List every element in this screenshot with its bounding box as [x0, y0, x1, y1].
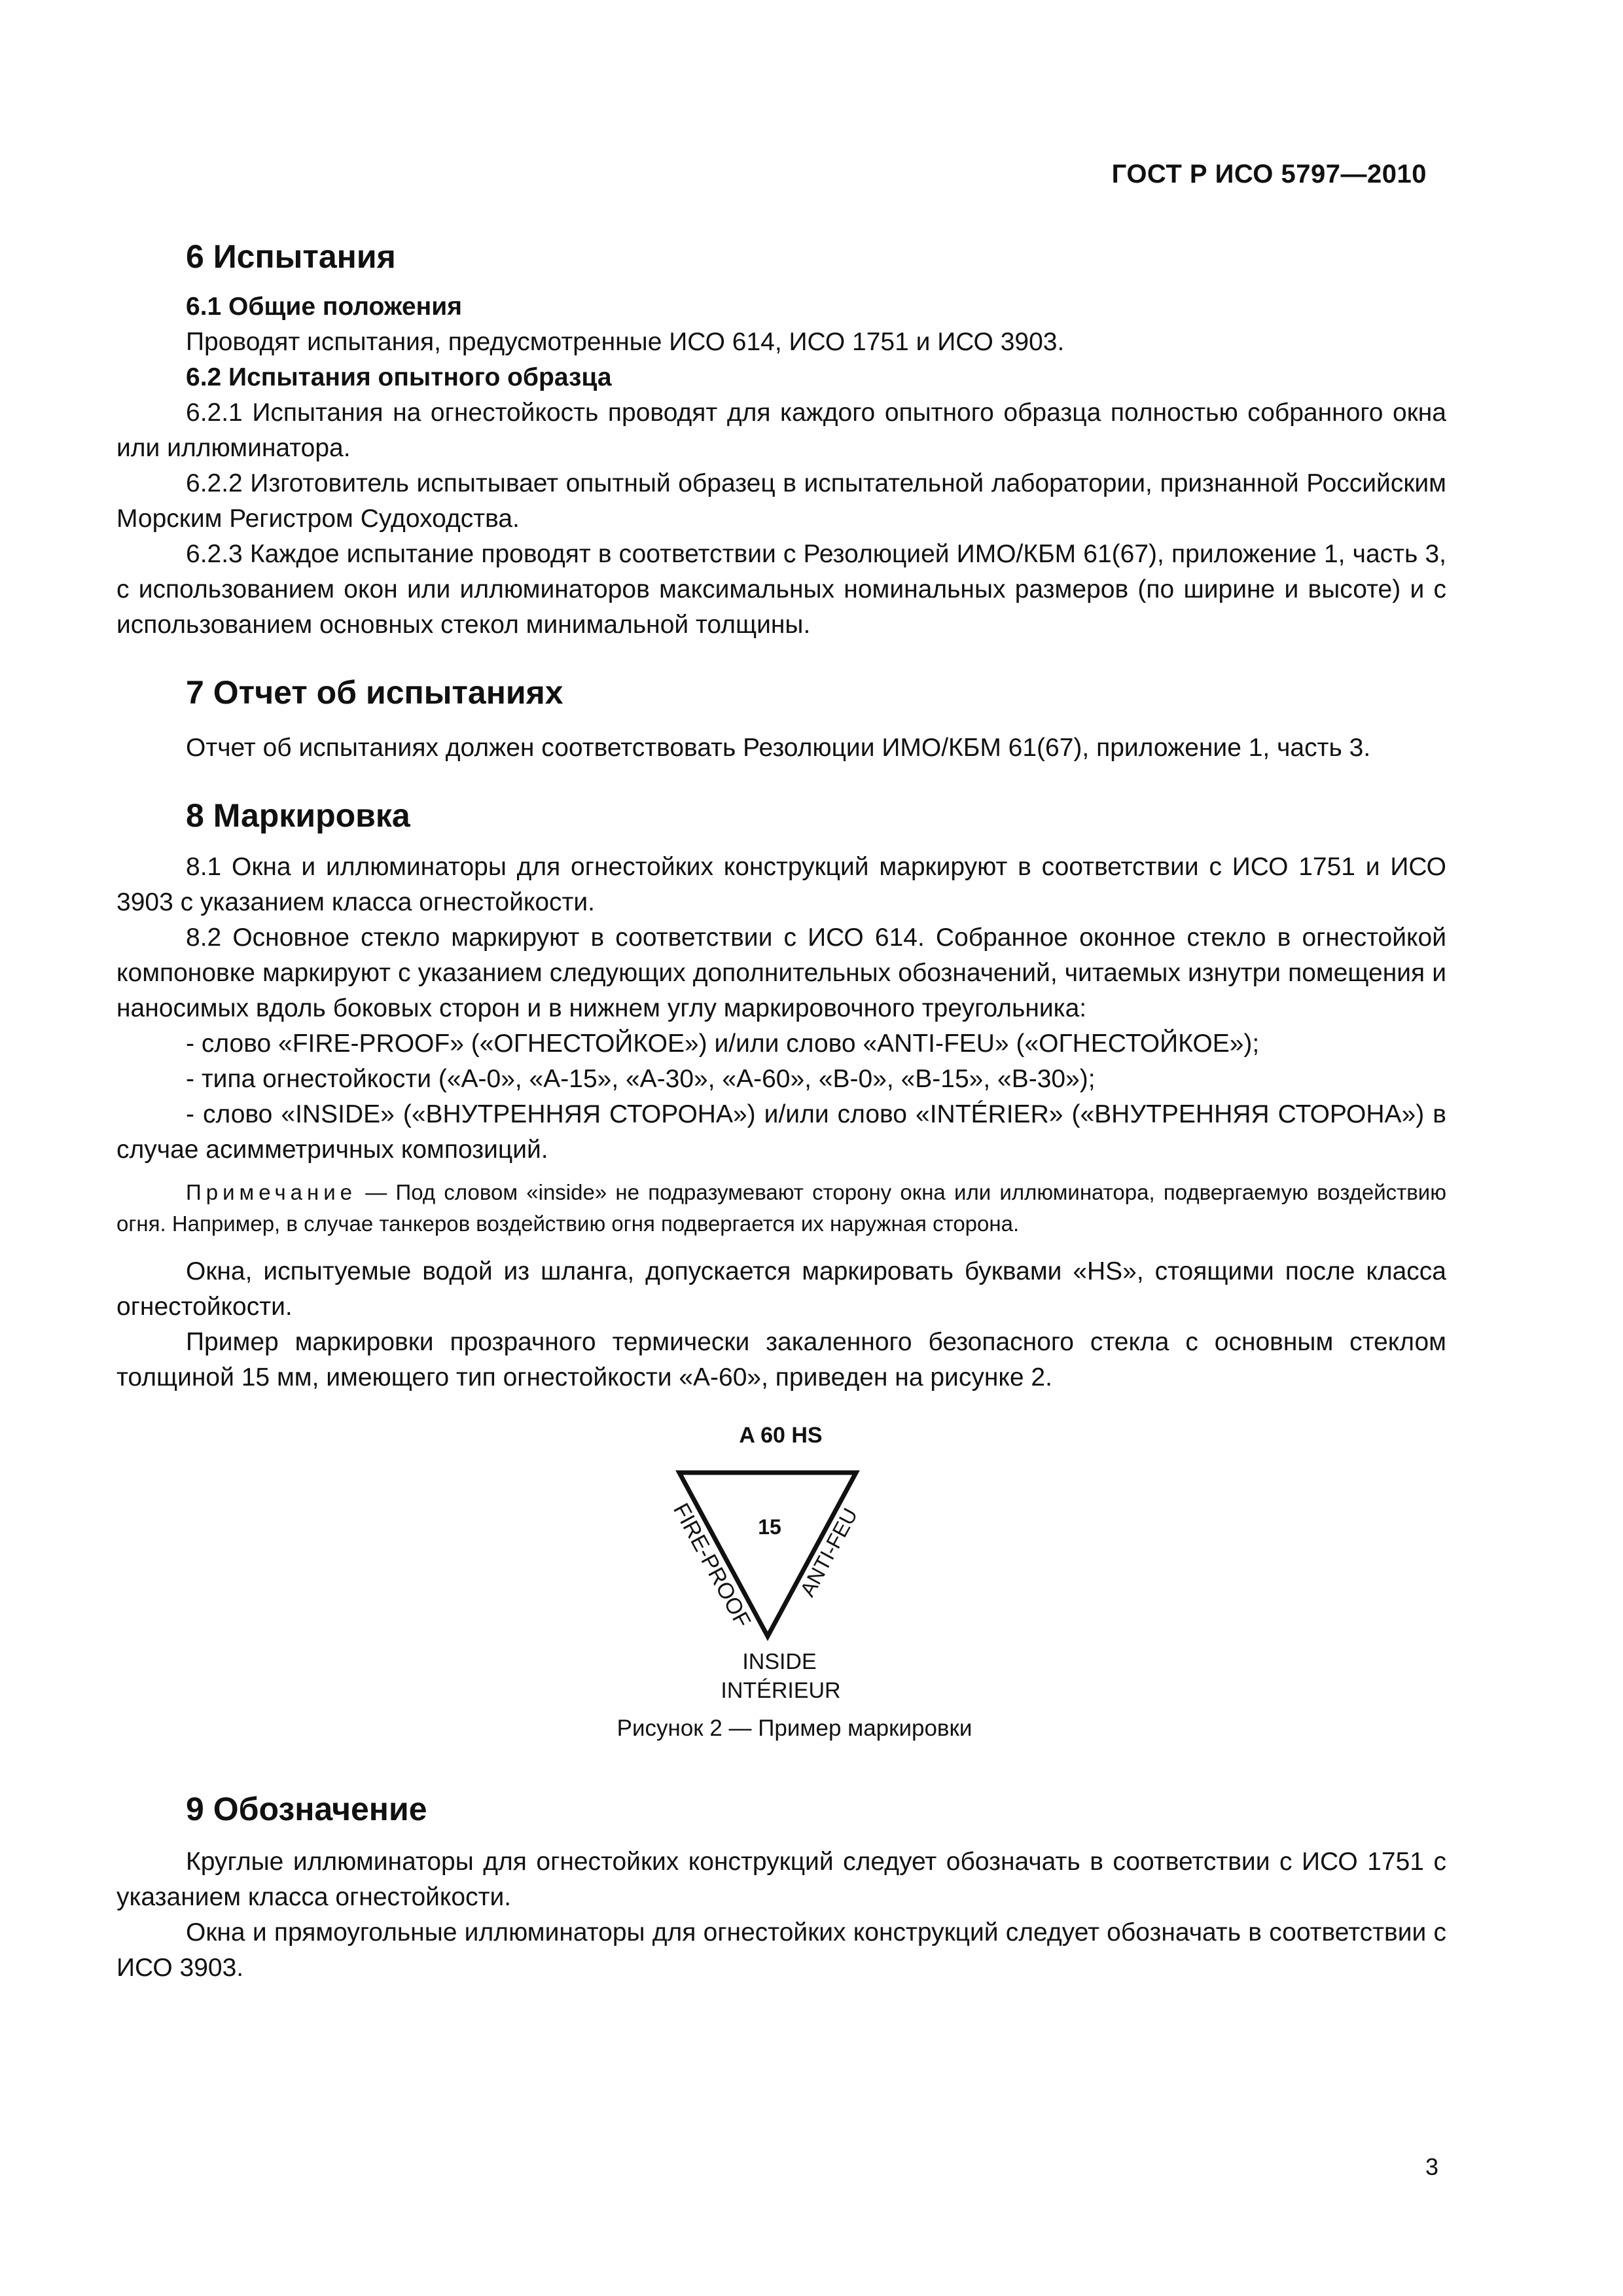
paragraph-6-2-3: 6.2.3 Каждое испытание проводят в соответствии с Резолюцией ИМО/КБМ 61(67), приложение 1, часть 3, с использованием окон или иллюминаторов максимальных номинальных размеров (по ширине и высоте) и с использованием основных стекол минимальной толщины. — [116, 540, 1446, 639]
section-9-title: 9 Обозначение — [186, 1791, 427, 1827]
subsection-6-2-title: 6.2 Испытания опытного образца — [186, 363, 612, 391]
document-code: ГОСТ Р ИСО 5797—2010 — [1111, 160, 1427, 188]
page-content — [116, 236, 1446, 1986]
subsection-6-1-title: 6.1 Общие положения — [186, 293, 462, 321]
note-text: — Под словом «inside» не подразумевают сторону окна или иллюминатора, подвергаемую воздействию огня. Например, в случае танкеров воздействию огня подвергается их наружная сторона. — [116, 1180, 1446, 1236]
section-9-paragraph-2: Окна и прямоугольные иллюминаторы для огнестойких конструкций следует обозначать в соответствии с ИСО 3903. — [116, 1918, 1446, 1982]
section-8-title: 8 Маркировка — [186, 797, 410, 834]
marking-list-item: - слово «FIRE-PROOF» («ОГНЕСТОЙКОЕ») и/или слово «ANTI-FEU» («ОГНЕСТОЙКОЕ»); — [186, 1030, 1260, 1058]
figure-right-label: ANTI-FEU — [795, 1504, 863, 1601]
section-9-paragraph-1: Круглые иллюминаторы для огнестойких конструкций следует обозначать в соответствии с ИСО 1751 с указанием класса огнестойкости. — [116, 1848, 1446, 1911]
paragraph-hose-marking: Окна, испытуемые водой из шланга, допускается маркировать буквами «HS», стоящими после класса огнестойкости. — [116, 1257, 1446, 1321]
figure-left-label: FIRE-PROOF — [668, 1499, 756, 1632]
marking-triangle-diagram — [116, 1415, 1446, 1710]
paragraph-6-2-1: 6.2.1 Испытания на огнестойкость проводят для каждого опытного образца полностью собранного окна или иллюминатора. — [116, 399, 1446, 462]
figure-center-value: 15 — [758, 1515, 781, 1539]
figure-bottom-label-1: INSIDE — [742, 1649, 817, 1674]
marking-list-item: - слово «INSIDE» («ВНУТРЕННЯЯ СТОРОНА») и/или слово «INTÉRIER» («ВНУТРЕННЯЯ СТОРОНА») в случае асимметричных композиций. — [116, 1100, 1446, 1164]
paragraph-8-2: 8.2 Основное стекло маркируют в соответствии с ИСО 614. Собранное оконное стекло в огнестойкой компоновке маркируют с указанием следующих дополнительных обозначений, читаемых изнутри помещения и наносимых вдоль боковых сторон и в нижнем углу маркировочного треугольника: — [116, 924, 1446, 1022]
paragraph-8-1: 8.1 Окна и иллюминаторы для огнестойких конструкций маркируют в соответствии с ИСО 1751 и ИСО 3903 с указанием класса огнестойкости. — [116, 853, 1446, 916]
note-label: Примечание — [186, 1180, 357, 1204]
subsection-6-1-text: Проводят испытания, предусмотренные ИСО 614, ИСО 1751 и ИСО 3903. — [186, 328, 1065, 356]
note — [116, 1177, 1446, 1240]
figure-caption: Рисунок 2 — Пример маркировки — [616, 1715, 972, 1741]
section-7-title: 7 Отчет об испытаниях — [186, 674, 563, 711]
figure-top-label: A 60 HS — [739, 1423, 823, 1448]
page-number: 3 — [1425, 2153, 1438, 2180]
paragraph-6-2-2: 6.2.2 Изготовитель испытывает опытный образец в испытательной лаборатории, признанной Российским Морским Регистром Судоходства. — [116, 469, 1446, 533]
paragraph-marking-example: Пример маркировки прозрачного термически закаленного безопасного стекла с основным стеклом толщиной 15 мм, имеющего тип огнестойкости «А-60», приведен на рисунке 2. — [116, 1328, 1446, 1391]
marking-list-item: - типа огнестойкости («А-0», «А-15», «А-30», «А-60», «В-0», «В-15», «В-30»); — [186, 1065, 1096, 1093]
section-6-title: 6 Испытания — [186, 238, 396, 275]
figure-2 — [116, 1415, 1446, 1710]
figure-bottom-label-2: INTÉRIEUR — [721, 1678, 841, 1703]
section-7-text: Отчет об испытаниях должен соответствовать Резолюции ИМО/КБМ 61(67), приложение 1, часть 3. — [186, 734, 1371, 762]
